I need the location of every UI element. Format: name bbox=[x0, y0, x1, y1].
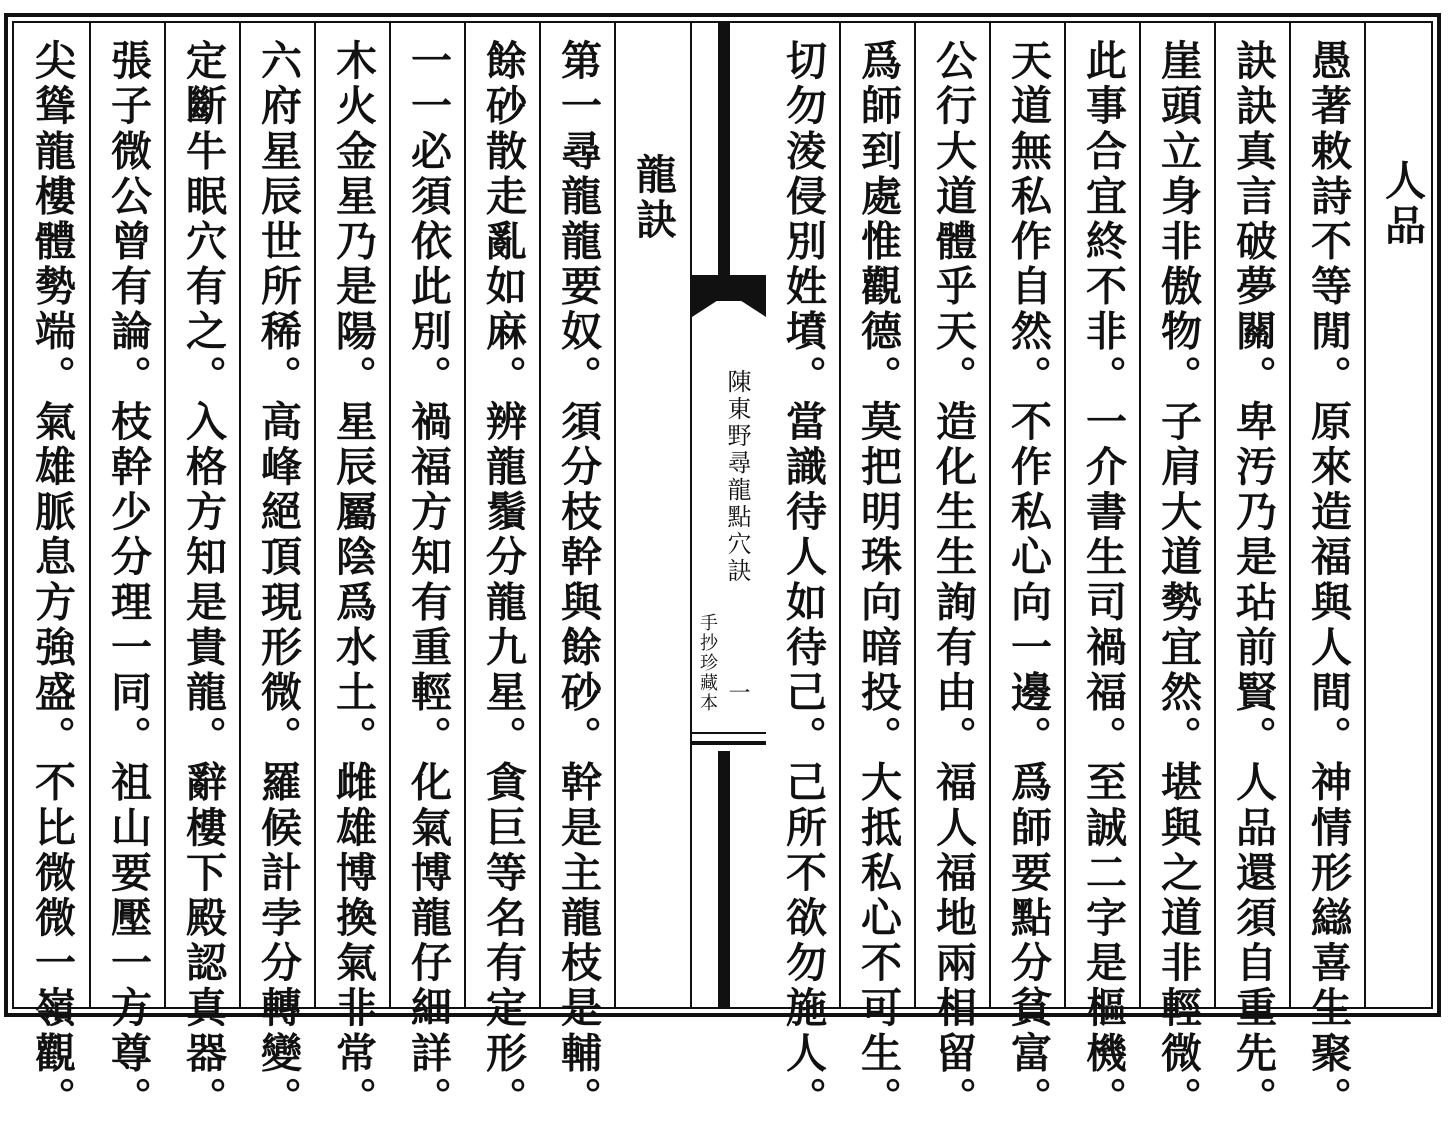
text-column bbox=[89, 23, 164, 1121]
column-text: 六府星辰世所稀。高峰絕頂現形微。羅候計孛分轉變。 bbox=[254, 39, 302, 1121]
text-column bbox=[164, 23, 239, 1121]
text-column bbox=[239, 23, 314, 1121]
column-text: 木火金星乃是陽。星辰屬陰爲水土。雌雄博換氣非常。 bbox=[329, 39, 377, 1121]
center-strip bbox=[690, 23, 766, 1007]
text-column bbox=[764, 23, 839, 1121]
column-text: 爲師到處惟觀德。莫把明珠向暗投。大抵私心不可生。 bbox=[854, 39, 902, 1121]
text-column bbox=[1139, 23, 1214, 1121]
text-column bbox=[989, 23, 1064, 1121]
column-text: 第一尋龍龍要奴。須分枝幹與餘砂。幹是主龍枝是輔。 bbox=[554, 39, 602, 1121]
right-page-heading bbox=[1364, 23, 1437, 1007]
black-mouth-bottom bbox=[718, 751, 730, 1007]
text-column bbox=[14, 23, 89, 1121]
column-text: 崖頭立身非傲物。子肩大道勢宜然。堪與之道非輕微。 bbox=[1154, 39, 1202, 1121]
heading-renpin: 人品 bbox=[1378, 159, 1426, 250]
text-column bbox=[839, 23, 914, 1121]
column-text: 一一必須依此別。禍福方知有重輕。化氣博龍仔細詳。 bbox=[404, 39, 452, 1121]
text-column bbox=[539, 23, 614, 1121]
column-text: 天道無私作自然。不作私心向一邊。爲師要點分貧富。 bbox=[1004, 39, 1052, 1121]
column-text: 尖聳龍樓體勢端。氣雄脈息方強盛。不比微微一嶺觀。 bbox=[28, 39, 76, 1121]
text-column bbox=[1214, 23, 1289, 1121]
text-column bbox=[1064, 23, 1139, 1121]
text-frame bbox=[12, 21, 1433, 1121]
column-text: 公行大道體乎天。造化生生詢有由。福人福地兩相留。 bbox=[929, 39, 977, 1121]
black-mouth-top bbox=[718, 23, 730, 275]
left-page-heading bbox=[614, 23, 689, 1007]
text-column bbox=[314, 23, 389, 1121]
column-text: 餘砂散走亂如麻。辨龍鬚分龍九星。貪巨等名有定形。 bbox=[479, 39, 527, 1121]
column-text: 定斷牛眠穴有之。入格方知是貴龍。辭樓下殿認真器。 bbox=[179, 39, 227, 1121]
text-column bbox=[464, 23, 539, 1121]
column-text: 訣訣真言破夢關。卑汚乃是玷前賢。人品還須自重先。 bbox=[1229, 39, 1277, 1121]
page-border bbox=[4, 13, 1441, 1121]
page-number: 一 bbox=[725, 681, 750, 703]
column-text: 愚著敕詩不等閒。原來造福與人間。神情形䜌喜生聚。 bbox=[1304, 39, 1352, 1121]
text-column bbox=[914, 23, 989, 1121]
edition-note: 手抄珍藏本 bbox=[697, 613, 718, 713]
column-text: 切勿淩侵別姓墳。當識待人如待己。己所不欲勿施人。 bbox=[779, 39, 827, 1121]
text-column bbox=[389, 23, 464, 1121]
book-title: 陳東野尋龍點穴訣 bbox=[723, 369, 751, 585]
column-text: 張子微公曾有論。枝幹少分理一同。祖山要壓一方尊。 bbox=[104, 39, 152, 1121]
heading-longjue: 龍訣 bbox=[629, 153, 677, 244]
column-text: 此事合宜終不非。一介書生司禍福。至誠二字是樞機。 bbox=[1079, 39, 1127, 1121]
text-column bbox=[1289, 23, 1364, 1121]
